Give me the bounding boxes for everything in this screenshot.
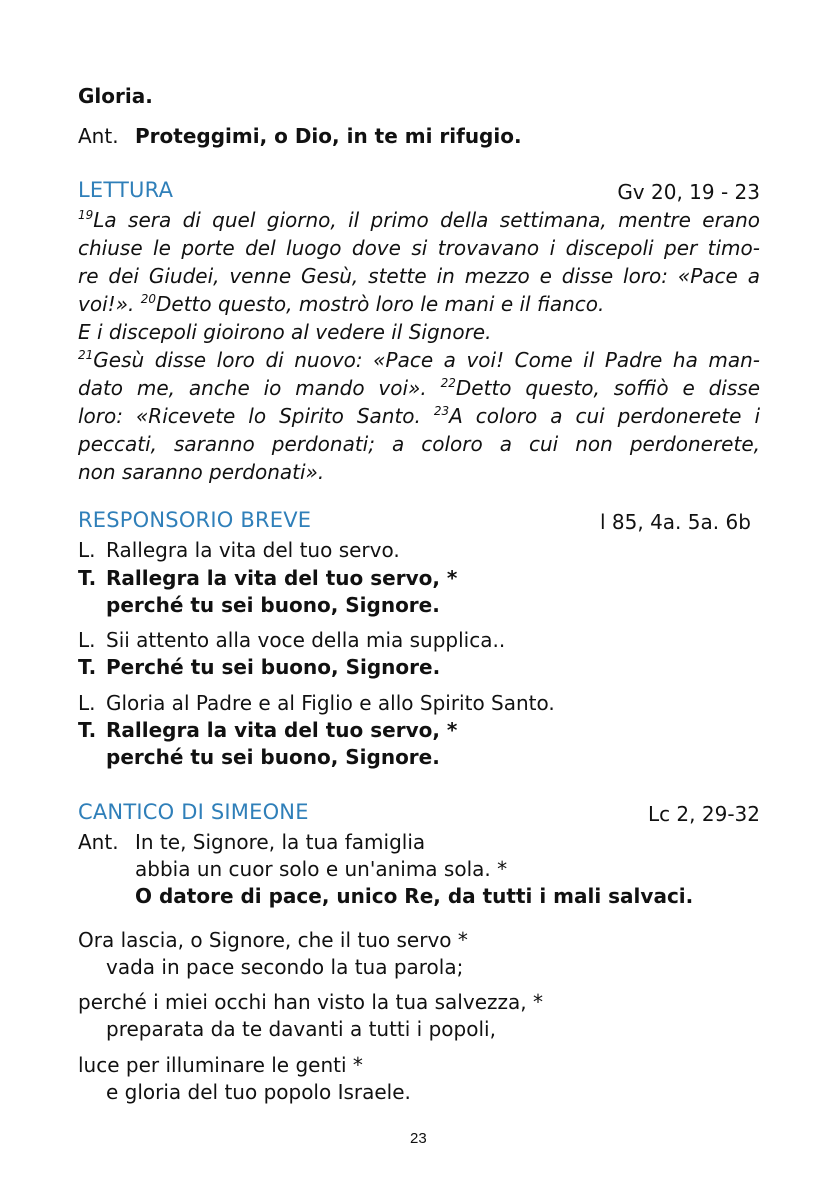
reading-line: non saranno perdonati». [78, 460, 325, 484]
antiphon-text: In te, Signore, la tua famiglia [135, 830, 426, 854]
verse-number: 23 [433, 404, 450, 418]
lector-label: L. [78, 538, 96, 562]
reading-line: voi!». $^{20}$Detto questo, mostrò loro le mani e il fianco. [78, 292, 605, 316]
cantico-title: CANTICO DI SIMEONE [78, 800, 309, 824]
lettura-title: LETTURA [78, 178, 174, 202]
responsorio-reference: l 85, 4a. 5a. 6b [600, 510, 751, 534]
verse-number: 19 [78, 208, 94, 222]
page-number: 23 [410, 1130, 427, 1147]
response-text: Rallegra la vita del tuo servo, * [106, 718, 458, 742]
reading-line: loro: «Ricevete lo Spirito Santo. $^{23}$A coloro a cui perdonerete i [78, 404, 760, 428]
antiphon-label: Ant. [78, 124, 119, 148]
lettura-reference: Gv 20, 19 - 23 [617, 180, 760, 204]
canticle-verse: perché i miei occhi han visto la tua salvezza, * [78, 990, 543, 1014]
response-text: Perché tu sei buono, Signore. [106, 655, 441, 679]
lector-label: L. [78, 628, 96, 652]
response-label: T. [78, 718, 97, 742]
verse-number: 21 [78, 348, 94, 362]
lector-text: Rallegra la vita del tuo servo. [106, 538, 400, 562]
gloria-line: Gloria. [78, 84, 153, 108]
canticle-verse: luce per illuminare le genti * [78, 1053, 363, 1077]
reading-line: E i discepoli gioirono al vedere il Signore. [78, 320, 492, 344]
canticle-verse: preparata da te davanti a tutti i popoli, [106, 1017, 496, 1041]
reading-line: peccati, saranno perdonati; a coloro a cui non perdonerete, [78, 432, 760, 456]
canticle-verse: Ora lascia, o Signore, che il tuo servo * [78, 928, 468, 952]
canticle-verse: vada in pace secondo la tua parola; [106, 955, 464, 979]
antiphon-label: Ant. [78, 830, 119, 854]
response-text: Rallegra la vita del tuo servo, * [106, 566, 458, 590]
responsorio-title: RESPONSORIO BREVE [78, 508, 312, 532]
reading-line: chiuse le porte del luogo dove si trovavano i discepoli per timo- [78, 236, 760, 260]
lector-text: Sii attento alla voce della mia supplica.. [106, 628, 506, 652]
canticle-verse: e gloria del tuo popolo Israele. [106, 1080, 411, 1104]
response-text: perché tu sei buono, Signore. [106, 593, 440, 617]
reading-line: $^{19}$La sera di quel giorno, il primo della settimana, mentre erano [78, 208, 760, 232]
lector-text: Gloria al Padre e al Figlio e allo Spirito Santo. [106, 691, 555, 715]
verse-number: 22 [440, 376, 456, 390]
response-label: T. [78, 655, 97, 679]
lector-label: L. [78, 691, 96, 715]
verse-number: 20 [140, 292, 156, 306]
reading-line: $^{21}$Gesù disse loro di nuovo: «Pace a voi! Come il Padre ha man- [78, 348, 760, 372]
cantico-reference: Lc 2, 29-32 [647, 802, 760, 826]
reading-line: dato me, anche io mando voi». $^{22}$Detto questo, soffiò e disse [78, 376, 760, 400]
antiphon-text: Proteggimi, o Dio, in te mi rifugio. [135, 124, 522, 148]
response-text: perché tu sei buono, Signore. [106, 745, 440, 769]
reading-line: re dei Giudei, venne Gesù, stette in mezzo e disse loro: «Pace a [78, 264, 760, 288]
response-label: T. [78, 566, 97, 590]
antiphon-text: abbia un cuor solo e un'anima sola. * [135, 857, 508, 881]
antiphon-text: O datore di pace, unico Re, da tutti i mali salvaci. [135, 884, 694, 908]
